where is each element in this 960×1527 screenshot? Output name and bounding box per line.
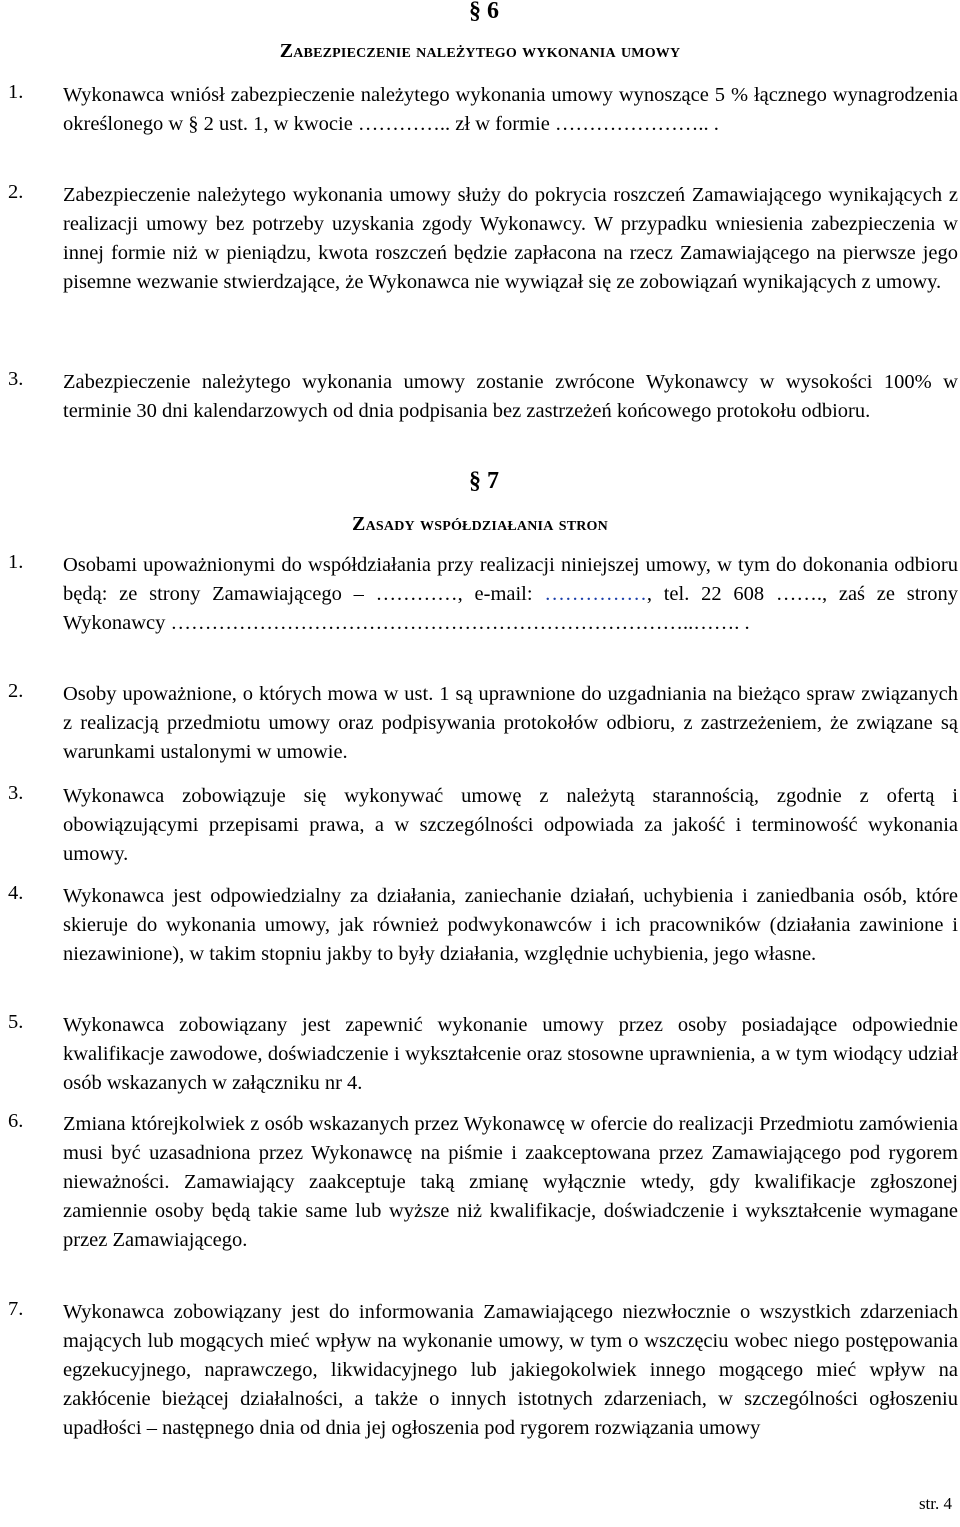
list-item xyxy=(0,1110,958,1255)
item-number: 2. xyxy=(8,680,24,702)
item-number: 1. xyxy=(8,81,24,103)
item-number: 5. xyxy=(8,1011,24,1033)
section-title-6: Zabezpieczenie należytego wykonania umowy xyxy=(279,40,681,62)
list-item xyxy=(0,551,958,638)
section-title-7: Zasady współdziałania stron xyxy=(352,513,608,535)
list-item xyxy=(0,181,958,297)
item-text: Wykonawca wniósł zabezpieczenie należytego wykonania umowy wynoszące 5 % łącznego wynagrodzenia określonego w § 2 ust. 1, w kwocie ………….. zł w formie ………………….. . xyxy=(63,84,958,135)
item-text: Zabezpieczenie należytego wykonania umowy zostanie zwrócone Wykonawcy w wysokości 100% w terminie 30 dni kalendarzowych od dnia podpisania bez zastrzeżeń końcowego protokołu odbioru. xyxy=(63,371,958,422)
item-number: 4. xyxy=(8,882,24,904)
list-item xyxy=(0,782,958,869)
item-text xyxy=(63,551,958,638)
list-item xyxy=(0,882,958,969)
item-number: 3. xyxy=(8,782,24,804)
page-number: str. 4 xyxy=(918,1494,952,1513)
item-text: Wykonawca zobowiązany jest do informowania Zamawiającego niezwłocznie o wszystkich zdarzeniach mających lub mogących mieć wpływ na wykonanie umowy, w tym o wszczęciu wobec niego postępowania egzekucyjnego, naprawczego, likwidacyjnego lub jakiegokolwiek innego mogącego mieć wpływ na zakłócenie bieżącej działalności, a także o innych istotnych zdarzeniach, w szczególności ogłoszeniu upadłości – następnego dnia od dnia jej ogłoszenia pod rygorem rozwiązania umowy xyxy=(63,1301,958,1439)
item-text: Zmiana którejkolwiek z osób wskazanych przez Wykonawcę w ofercie do realizacji Przedmiotu zamówienia musi być uzasadniona przez Wykonawcę na piśmie i zaakceptowana przez Zamawiającego pod rygorem nieważności. Zamawiający zaakceptuje taką zmianę wyłącznie wtedy, gdy kwalifikacje zgłoszonej zamiennie osoby będą takie same lub wyższe niż kwalifikacje, doświadczenie i wykształcenie wymagane przez Zamawiającego. xyxy=(63,1113,958,1251)
item-number: 6. xyxy=(8,1110,24,1132)
item-text-part: , tel. 22 608 ……., zaś ze strony Wykonawcy …………………………………………………………………..……. . xyxy=(63,583,958,634)
item-text: Wykonawca zobowiązany jest zapewnić wykonanie umowy przez osoby posiadające odpowiednie kwalifikacje zawodowe, doświadczenie i wykształcenie oraz stosowne uprawnienia, a w tym wiodący udział osób wskazanych w załączniku nr 4. xyxy=(63,1014,958,1094)
paragraph-mark-7: § 7 xyxy=(469,468,499,494)
list-item xyxy=(0,81,958,139)
item-number: 2. xyxy=(8,181,24,203)
item-text: Zabezpieczenie należytego wykonania umowy służy do pokrycia roszczeń Zamawiającego wynikających z realizacji umowy bez potrzeby uzyskania zgody Wykonawcy. W przypadku wniesienia zabezpieczenia w innej formie niż w pieniądzu, kwota roszczeń będzie zapłacona na rzecz Zamawiającego na pierwsze jego pisemne wezwanie stwierdzające, że Wykonawca nie wywiązał się ze zobowiązań wynikających z umowy. xyxy=(63,184,958,293)
email-link[interactable]: …………… xyxy=(544,583,647,605)
item-text-part: Osobami upoważnionymi do współdziałania przy realizacji niniejszej umowy, w tym do dokonania odbioru będą: ze strony Zamawiającego – …………, e-mail: xyxy=(63,554,958,605)
list-item xyxy=(0,1011,958,1098)
list-item xyxy=(0,1298,958,1443)
item-number: 1. xyxy=(8,551,24,573)
item-text: Osoby upoważnione, o których mowa w ust. 1 są uprawnione do uzgadniania na bieżąco spraw związanych z realizacją przedmiotu umowy oraz podpisywania protokołów odbioru, z zastrzeżeniem, że związane są warunkami ustalonymi w umowie. xyxy=(63,683,958,763)
item-number: 7. xyxy=(8,1298,24,1320)
item-number: 3. xyxy=(8,368,24,390)
item-text: Wykonawca zobowiązuje się wykonywać umowę z należytą starannością, zgodnie z ofertą i obowiązującymi przepisami prawa, a w szczególności odpowiada za jakość i terminowość wykonania umowy. xyxy=(63,785,958,865)
item-text: Wykonawca jest odpowiedzialny za działania, zaniechanie działań, uchybienia i zaniedbania osób, które skieruje do wykonania umowy, jak również podwykonawców i ich pracowników (działania zawinione i niezawinione), w takim stopniu jakby to były działania, względnie uchybienia, jego własne. xyxy=(63,885,958,965)
list-item xyxy=(0,680,958,767)
paragraph-mark-6: § 6 xyxy=(469,0,499,24)
list-item xyxy=(0,368,958,426)
